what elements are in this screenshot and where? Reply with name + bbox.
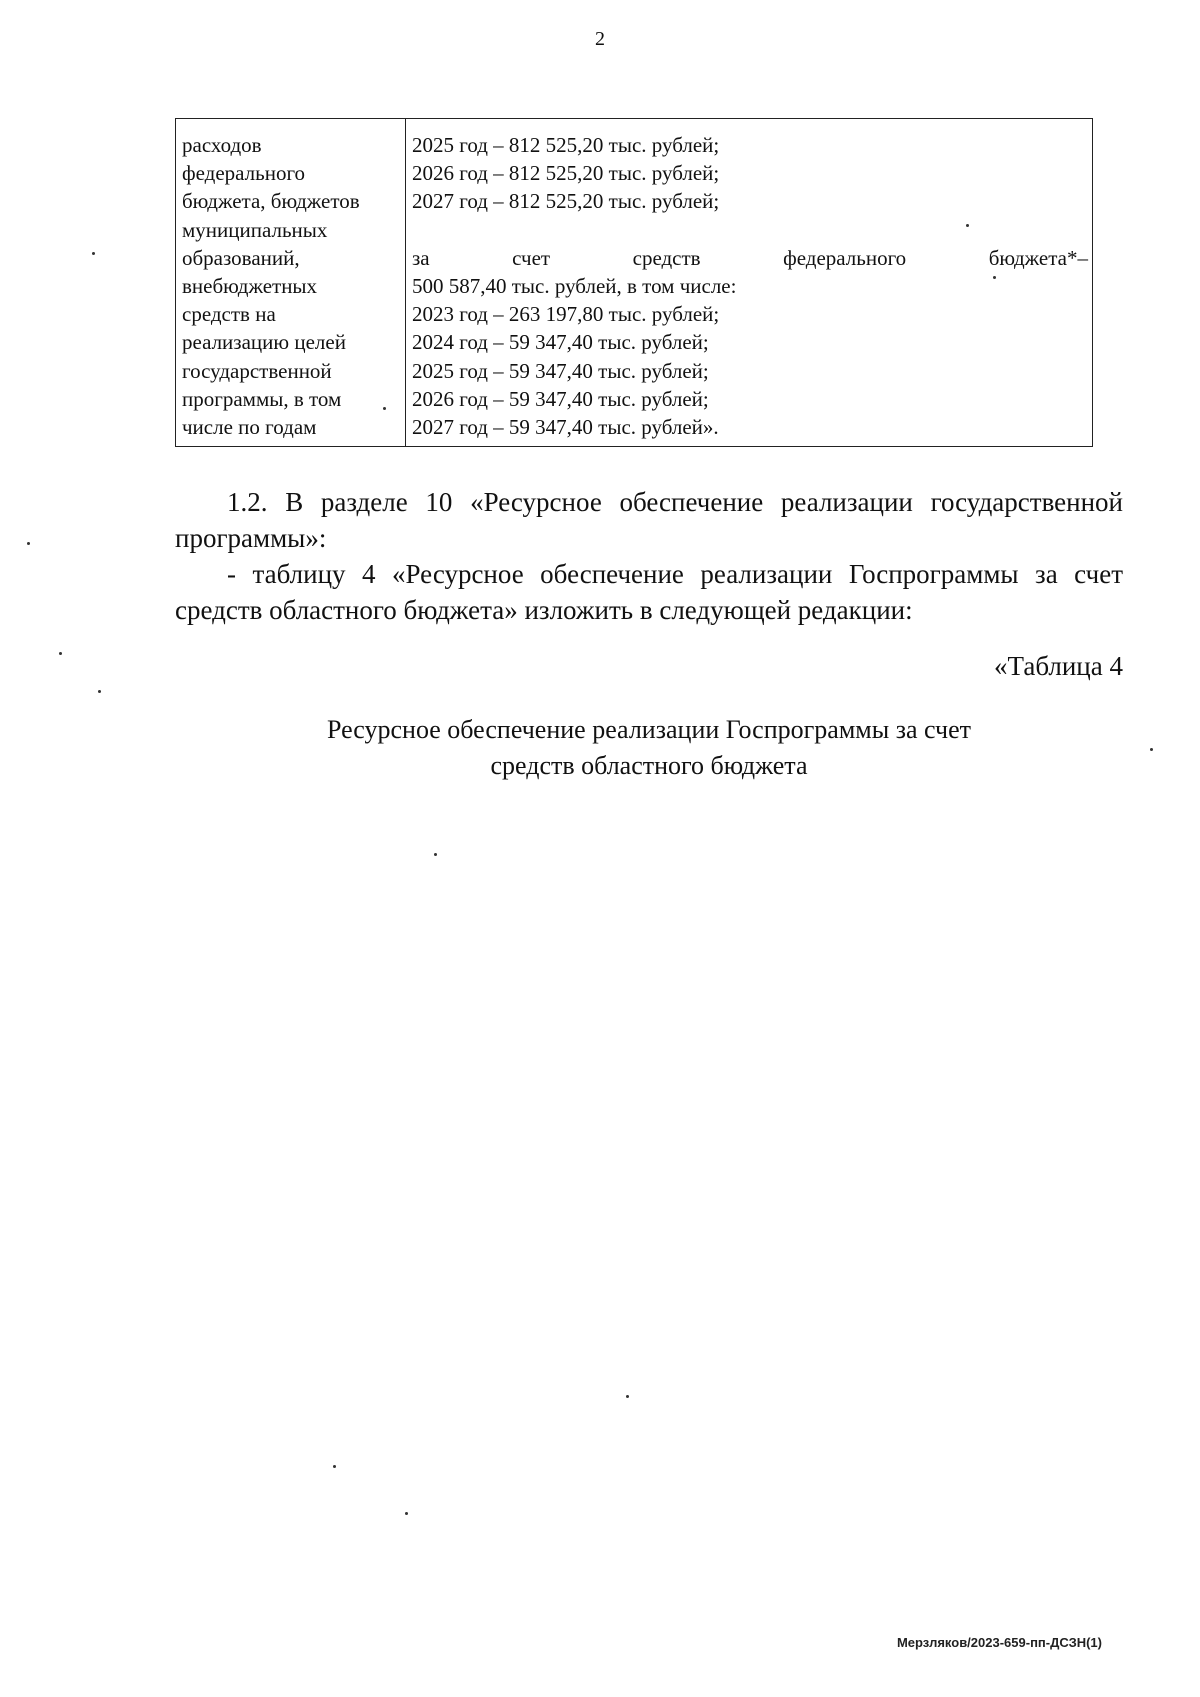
right-line: 2027 год – 59 347,40 тыс. рублей». — [412, 415, 719, 440]
table-title — [175, 712, 1123, 784]
left-line: расходов — [182, 133, 262, 157]
left-line: внебюджетных — [182, 274, 318, 299]
scan-speck — [333, 1465, 336, 1468]
left-line: средств на — [182, 302, 276, 327]
left-line: государственной — [182, 358, 332, 383]
left-line: федерального — [182, 161, 306, 186]
left-line: муниципальных — [182, 217, 328, 242]
scan-speck — [626, 1395, 629, 1398]
right-line: 2026 год – 812 525,20 тыс. рублей; — [412, 161, 720, 186]
left-line: реализацию целей — [182, 330, 346, 355]
scan-speck — [1150, 748, 1153, 751]
table-left-column — [176, 119, 406, 446]
left-line: бюджета, бюджетов — [182, 189, 360, 214]
budget-table — [175, 118, 1093, 447]
right-line: 2026 год – 59 347,40 тыс. рублей; — [412, 386, 709, 411]
scan-speck — [92, 252, 95, 255]
left-line: программы, в том — [182, 386, 342, 411]
table-title-line: средств областного бюджета — [490, 751, 808, 780]
table-label: «Таблица 4 — [994, 651, 1123, 681]
document-reference: Мерзляков/2023-659-пп-ДСЗН(1) — [896, 1635, 1102, 1650]
right-line: 2023 год – 263 197,80 тыс. рублей; — [412, 302, 720, 327]
scan-speck — [966, 224, 969, 227]
table-right-column — [406, 119, 1092, 446]
section-paragraph: 1.2. В разделе 10 «Ресурсное обеспечение реализации государственной программы»: — [175, 487, 1123, 553]
right-line: 2025 год – 59 347,40 тыс. рублей; — [412, 358, 709, 383]
instruction-paragraph: - таблицу 4 «Ресурсное обеспечение реализации Госпрограммы за счет средств областного бюджета» изложить в следующей редакции: — [175, 559, 1123, 625]
scan-speck — [59, 652, 62, 655]
scan-speck — [993, 276, 996, 279]
blank-line — [412, 216, 1088, 244]
scan-speck — [383, 407, 386, 410]
left-line: образований, — [182, 245, 300, 270]
left-line: числе по годам — [182, 415, 317, 440]
scan-speck — [405, 1512, 408, 1515]
scan-speck — [27, 542, 30, 545]
right-line: 2024 год – 59 347,40 тыс. рублей; — [412, 330, 709, 355]
page-number: 2 — [595, 28, 605, 50]
scan-speck — [98, 690, 101, 693]
federal-budget-heading: за счет средств федерального бюджета*– — [412, 245, 1088, 270]
scan-speck — [434, 853, 437, 856]
right-line: 500 587,40 тыс. рублей, в том числе: — [412, 274, 737, 298]
table-title-line: Ресурсное обеспечение реализации Госпрограммы за счет — [326, 715, 972, 744]
right-line: 2027 год – 812 525,20 тыс. рублей; — [412, 189, 720, 214]
right-line: 2025 год – 812 525,20 тыс. рублей; — [412, 133, 720, 157]
